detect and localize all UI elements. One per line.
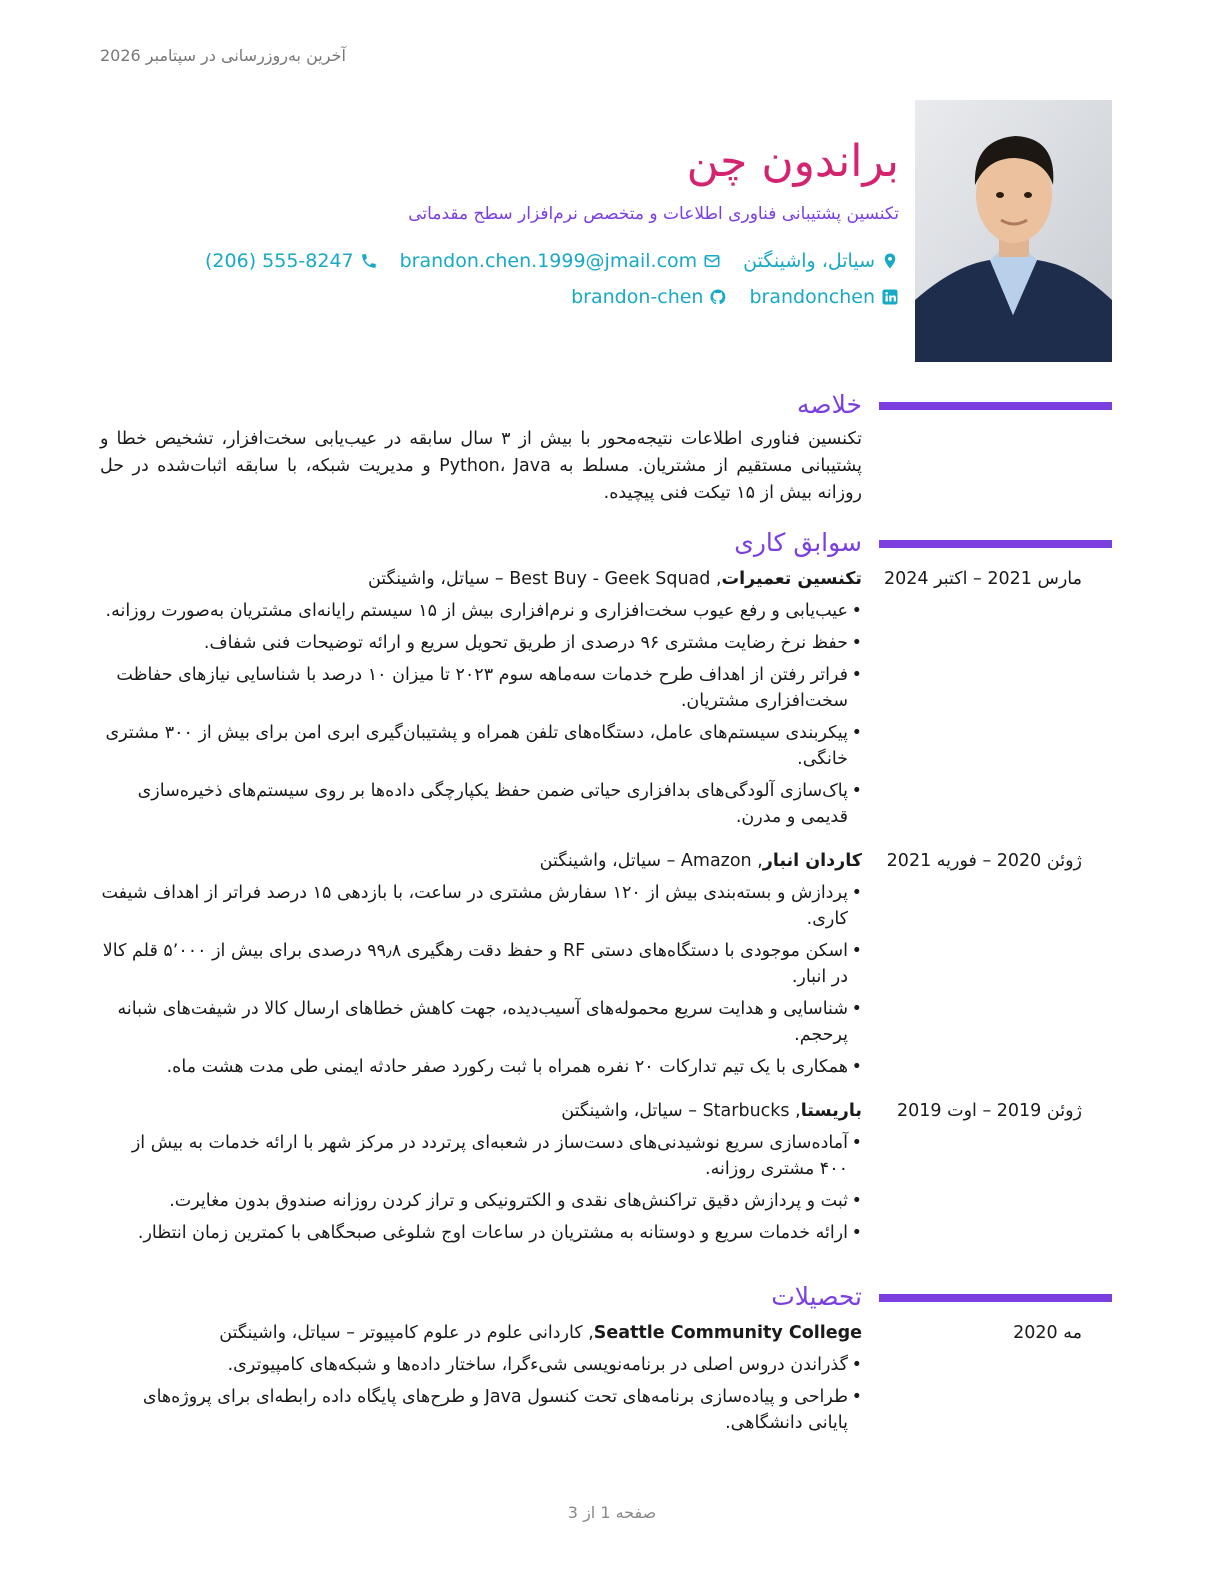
profile-photo	[915, 100, 1112, 362]
section-bar	[879, 540, 1112, 548]
page-number: صفحه 1 از 3	[567, 1503, 657, 1522]
school-name: Seattle Community College	[593, 1323, 862, 1343]
list-item: • همکاری با یک تیم تدارکات ۲۰ نفره همراه با ثبت رکورد صفر حادثه ایمنی طی مدت هشت ماه.	[100, 1054, 862, 1080]
education-heading: تحصیلات	[771, 1282, 862, 1311]
job-entry-starbucks	[100, 1098, 1112, 1246]
linkedin-icon	[881, 288, 899, 306]
experience-section	[100, 528, 1112, 1252]
list-item: • پیکربندی سیستم‌های عامل، دستگاه‌های تلفن همراه و پشتیبان‌گیری ابری امن برای بیش از ۳۰۰ مشتری خانگی.	[100, 720, 862, 772]
contact-email[interactable]	[400, 250, 722, 272]
contact-row-2	[100, 286, 899, 308]
phone-icon	[360, 252, 378, 270]
list-item: • حفظ نرخ رضایت مشتری ۹۶ درصدی از طریق تحویل سریع و ارائه توضیحات فنی شفاف.	[100, 630, 862, 656]
job-heading	[100, 848, 862, 874]
job-date: ژوئن 2019 – اوت 2019	[897, 1101, 1082, 1121]
job-role: کاردان انبار	[762, 851, 862, 871]
summary-text: تکنسین فناوری اطلاعات نتیجه‌محور با بیش از ۳ سال سابقه در عیب‌یابی سخت‌افزار، تشخیص خطا و پشتیبانی مستقیم از مشتریان. مسلط به Python، Java و مدیریت شبکه، با سابقه اثبات‌شده در حل روزانه بیش از ۱۵ تیکت فنی پیچیده.	[100, 429, 862, 503]
job-heading	[100, 1098, 862, 1124]
github-link[interactable]: brandon-chen	[571, 286, 704, 308]
experience-heading: سوابق کاری	[734, 528, 862, 557]
github-icon	[709, 288, 727, 306]
job-date: مارس 2021 – اکتبر 2024	[883, 569, 1082, 589]
education-section	[100, 1282, 1112, 1442]
job-heading	[100, 566, 862, 592]
education-entry	[100, 1320, 1112, 1436]
list-item: • ثبت و پردازش دقیق تراکنش‌های نقدی و الکترونیکی و تراز کردن روزانه صندوق بدون مغایرت.	[100, 1188, 862, 1214]
envelope-icon	[703, 252, 721, 270]
phone-text[interactable]: (206) 555-8247	[205, 250, 354, 272]
avatar	[915, 100, 1112, 362]
email-link[interactable]: brandon.chen.1999@jmail.com	[399, 250, 698, 272]
contact-row-1	[100, 250, 899, 272]
job-role: باریستا	[800, 1101, 862, 1121]
degree-text: , کاردانی علوم در علوم کامپیوتر – سیاتل، واشینگتن	[219, 1323, 594, 1343]
job-entry-amazon	[100, 848, 1112, 1080]
job-role: تکنسین تعمیرات	[721, 569, 862, 589]
job-entry-geek-squad	[100, 566, 1112, 830]
job-bullets	[100, 598, 862, 830]
summary-heading: خلاصه	[796, 390, 862, 419]
education-heading-line	[100, 1320, 862, 1346]
list-item: • پردازش و بسته‌بندی بیش از ۱۲۰ سفارش مشتری در ساعت، با بازدهی ۱۵ درصد فراتر از اهداف شیفت کاری.	[100, 880, 862, 932]
job-bullets	[100, 1130, 862, 1246]
list-item: • فراتر رفتن از اهداف طرح خدمات سه‌ماهه سوم ۲۰۲۳ تا میزان ۱۰ درصد با شناسایی نیازهای حفاظت سخت‌افزاری مشتریان.	[100, 662, 862, 714]
job-bullets	[100, 880, 862, 1080]
map-pin-icon	[881, 252, 899, 270]
list-item: • گذراندن دروس اصلی در برنامه‌نویسی شیءگرا، ساختار داده‌ها و شبکه‌های کامپیوتری.	[100, 1352, 862, 1378]
resume-header	[100, 100, 1112, 362]
candidate-name: براندون چن	[686, 136, 899, 187]
contact-github[interactable]	[571, 286, 727, 308]
contact-linkedin[interactable]	[749, 286, 899, 308]
location-text: سیاتل، واشینگتن	[743, 250, 875, 272]
list-item: • ارائه خدمات سریع و دوستانه به مشتریان در ساعات اوج شلوغی صبحگاهی با کمترین زمان انتظار.	[100, 1220, 862, 1246]
section-bar	[879, 402, 1112, 410]
contact-location	[743, 250, 899, 272]
list-item: • طراحی و پیاده‌سازی برنامه‌های تحت کنسول Java و طرح‌های پایگاه داده رابطه‌ای برای پروژه‌های پایانی دانشگاهی.	[100, 1384, 862, 1436]
education-date: مه 2020	[1013, 1323, 1082, 1343]
list-item: • اسکن موجودی با دستگاه‌های دستی RF و حفظ دقت رهگیری ۹۹٫۸ درصدی برای بیش از ۵٬۰۰۰ قلم کالا در انبار.	[100, 938, 862, 990]
list-item: • عیب‌یابی و رفع عیوب سخت‌افزاری و نرم‌افزاری بیش از ۱۵ سیستم رایانه‌ای مشتریان به‌صورت روزانه.	[100, 598, 862, 624]
job-date: ژوئن 2020 – فوریه 2021	[886, 851, 1082, 871]
section-bar	[879, 1294, 1112, 1302]
job-company: , Best Buy - Geek Squad – سیاتل، واشینگتن	[367, 569, 722, 589]
list-item: • پاک‌سازی آلودگی‌های بدافزاری حیاتی ضمن حفظ یکپارچگی داده‌ها بر روی سیستم‌های ذخیره‌سازی قدیمی و مدرن.	[100, 778, 862, 830]
last-updated: آخرین به‌روزرسانی در سپتامبر 2026	[100, 46, 346, 65]
list-item: • آماده‌سازی سریع نوشیدنی‌های دست‌ساز در شعبه‌ای پرتردد در مرکز شهر با ارائه خدمات به بیش از ۴۰۰ مشتری روزانه.	[100, 1130, 862, 1182]
job-company: , Amazon – سیاتل، واشینگتن	[539, 851, 763, 871]
job-company: , Starbucks – سیاتل، واشینگتن	[561, 1101, 801, 1121]
contact-phone[interactable]	[205, 250, 378, 272]
list-item: • شناسایی و هدایت سریع محموله‌های آسیب‌دیده، جهت کاهش خطاهای ارسال کالا در شیفت‌های شبانه پرحجم.	[100, 996, 862, 1048]
linkedin-link[interactable]: brandonchen	[749, 286, 875, 308]
summary-section	[100, 390, 1112, 507]
candidate-title: تکنسین پشتیبانی فناوری اطلاعات و متخصص نرم‌افزار سطح مقدماتی	[408, 204, 899, 224]
education-bullets	[100, 1352, 862, 1436]
